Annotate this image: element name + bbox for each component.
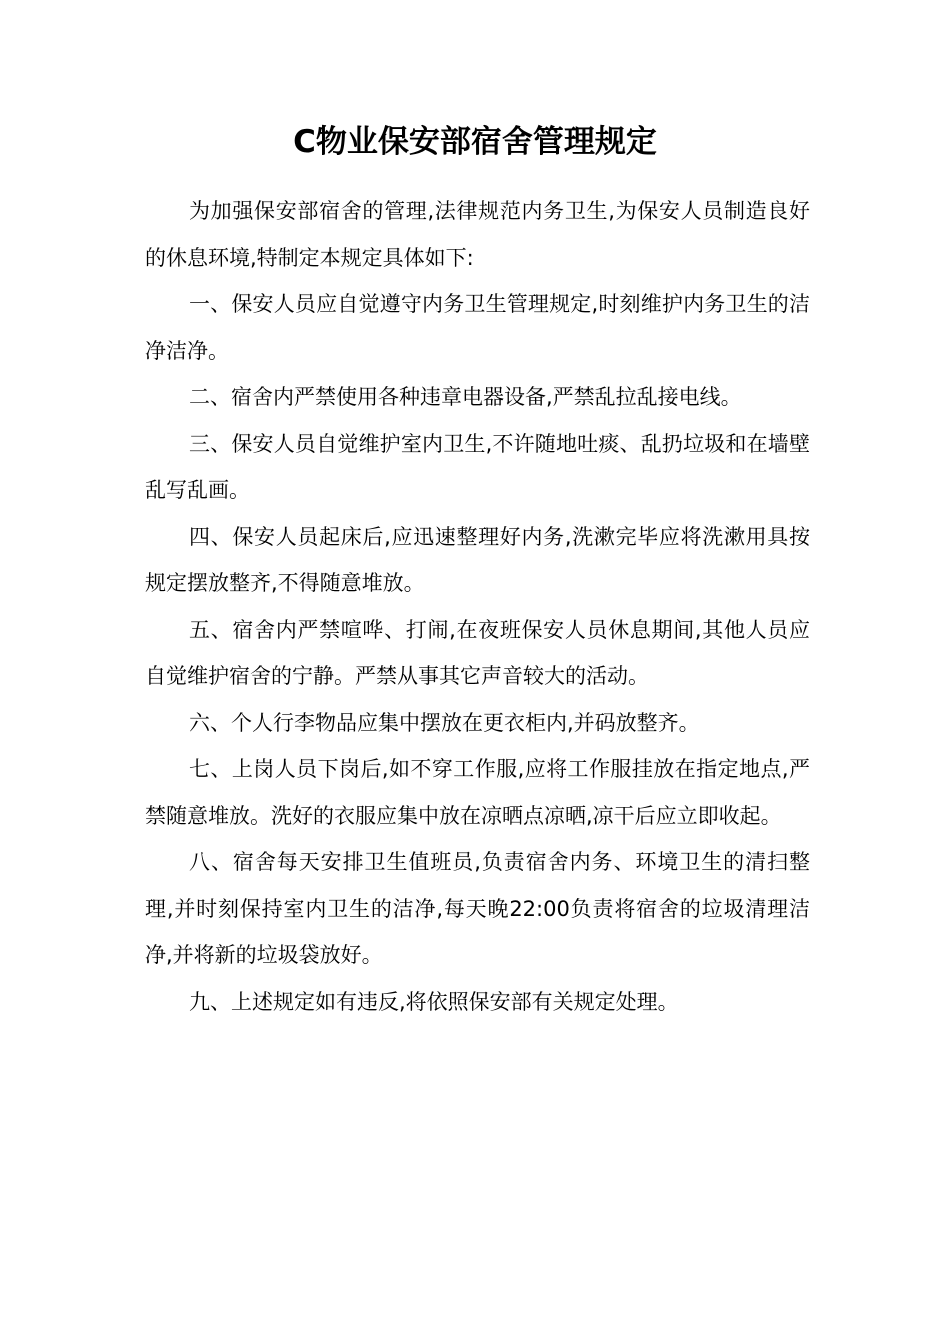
paragraph-rule-7: 七、上岗人员下岗后,如不穿工作服,应将工作服挂放在指定地点,严禁随意堆放。洗好的衣服应集中放在凉晒点凉晒,凉干后应立即收起。: [145, 757, 810, 828]
paragraph-rule-3: 三、保安人员自觉维护室内卫生,不许随地吐痰、乱扔垃圾和在墙壁乱写乱画。: [145, 431, 810, 502]
document-body: [145, 188, 810, 1025]
paragraph-rule-4: 四、保安人员起床后,应迅速整理好内务,洗漱完毕应将洗漱用具按规定摆放整齐,不得随意堆放。: [145, 524, 810, 595]
paragraph-intro: 为加强保安部宿舍的管理,法律规范内务卫生,为保安人员制造良好的休息环境,特制定本规定具体如下:: [145, 199, 810, 270]
paragraph-rule-5: 五、宿舍内严禁喧哗、打闹,在夜班保安人员休息期间,其他人员应自觉维护宿舍的宁静。严禁从事其它声音较大的活动。: [145, 617, 810, 688]
paragraph-rule-8: 八、宿舍每天安排卫生值班员,负责宿舍内务、环境卫生的清扫整理,并时刻保持室内卫生的洁净,每天晚22:00负责将宿舍的垃圾清理洁净,并将新的垃圾袋放好。: [145, 850, 810, 967]
paragraph-rule-6: 六、个人行李物品应集中摆放在更衣柜内,并码放整齐。: [189, 710, 700, 735]
paragraph-rule-9: 九、上述规定如有违反,将依照保安部有关规定处理。: [189, 989, 679, 1014]
document-title: C物业保安部宿舍管理规定: [293, 124, 657, 160]
paragraph-rule-2: 二、宿舍内严禁使用各种违章电器设备,严禁乱拉乱接电线。: [189, 385, 742, 409]
paragraph-rule-1: 一、保安人员应自觉遵守内务卫生管理规定,时刻维护内务卫生的洁净洁净。: [145, 292, 810, 363]
